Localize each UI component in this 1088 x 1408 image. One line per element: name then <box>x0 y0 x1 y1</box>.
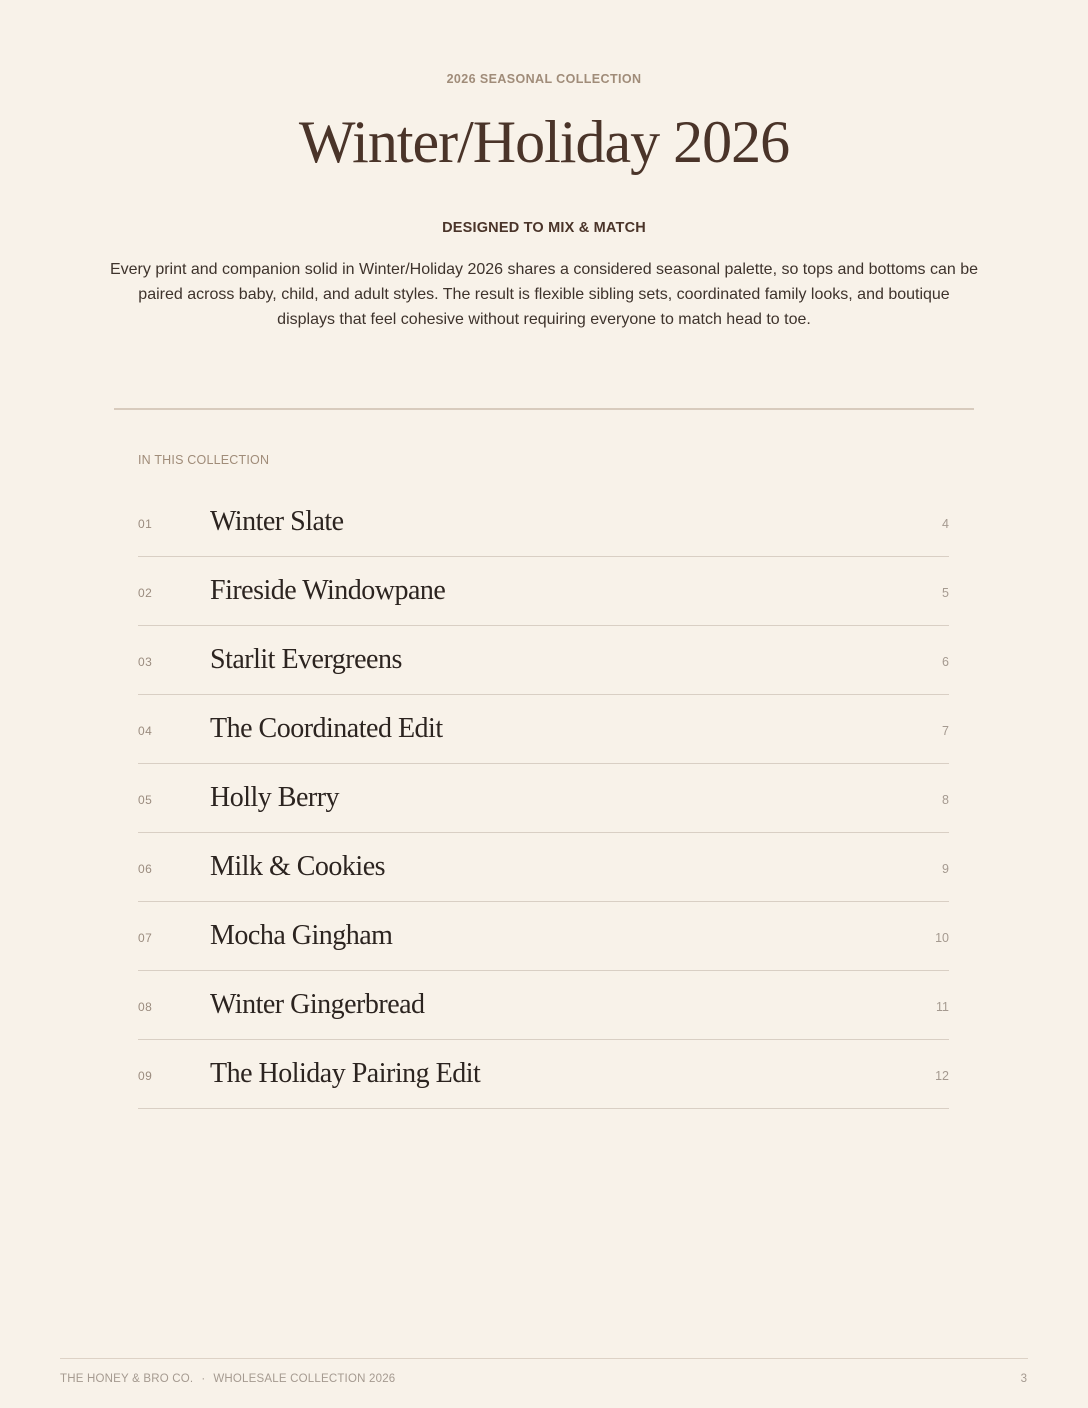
toc-item-page: 4 <box>942 517 949 531</box>
toc-item-holly-berry[interactable] <box>138 764 949 833</box>
footer-page-number: 3 <box>1020 1373 1027 1385</box>
toc-item-milk-and-cookies[interactable] <box>138 833 949 902</box>
toc-item-page: 12 <box>935 1069 949 1083</box>
toc-item-winter-gingerbread[interactable] <box>138 971 949 1040</box>
toc-item-title: Fireside Windowpane <box>210 575 446 606</box>
toc-item-title: Starlit Evergreens <box>210 644 402 675</box>
footer-collection: WHOLESALE COLLECTION 2026 <box>213 1373 396 1385</box>
table-of-contents <box>138 488 949 1109</box>
toc-item-title: The Coordinated Edit <box>210 713 443 744</box>
toc-item-the-holiday-pairing-edit[interactable] <box>138 1040 949 1109</box>
page-title: Winter/Holiday 2026 <box>298 109 790 175</box>
eyebrow-label: 2026 SEASONAL COLLECTION <box>446 72 642 86</box>
toc-item-title: Holly Berry <box>210 782 340 813</box>
toc-item-page: 5 <box>942 586 949 600</box>
toc-item-number: 06 <box>138 862 153 876</box>
toc-item-number: 01 <box>138 517 153 531</box>
toc-item-number: 07 <box>138 931 153 945</box>
divider-top <box>114 408 974 410</box>
toc-item-title: Mocha Gingham <box>210 920 393 951</box>
toc-item-title: Winter Slate <box>210 506 344 537</box>
toc-item-page: 10 <box>935 931 949 945</box>
toc-item-title: Winter Gingerbread <box>210 989 425 1020</box>
toc-item-title: The Holiday Pairing Edit <box>210 1058 481 1089</box>
toc-item-starlit-evergreens[interactable] <box>138 626 949 695</box>
toc-label: IN THIS COLLECTION <box>138 453 270 467</box>
toc-item-page: 8 <box>942 793 949 807</box>
footer-brand: THE HONEY & BRO CO. <box>60 1373 194 1385</box>
section-subhead: DESIGNED TO MIX & MATCH <box>442 220 646 236</box>
toc-item-number: 08 <box>138 1000 153 1014</box>
footer-left <box>60 1373 395 1385</box>
toc-item-title: Milk & Cookies <box>210 851 386 882</box>
toc-item-the-coordinated-edit[interactable] <box>138 695 949 764</box>
intro-paragraph: Every print and companion solid in Winter/Holiday 2026 shares a considered seasonal palette, so tops and bottoms can be paired across baby, child, and adult styles. The result is flexible sibling sets, coordinated family looks, and boutique displays that feel cohesive without requiring everyone to match head to toe. <box>109 261 979 328</box>
toc-item-winter-slate[interactable] <box>138 488 949 557</box>
toc-item-page: 6 <box>942 655 949 669</box>
toc-item-page: 7 <box>942 724 949 738</box>
toc-item-mocha-gingham[interactable] <box>138 902 949 971</box>
footer-divider <box>60 1358 1028 1359</box>
toc-item-number: 04 <box>138 724 153 738</box>
toc-item-fireside-windowpane[interactable] <box>138 557 949 626</box>
toc-item-number: 03 <box>138 655 153 669</box>
toc-item-page: 9 <box>942 862 949 876</box>
toc-item-page: 11 <box>936 1000 949 1014</box>
toc-item-number: 05 <box>138 793 153 807</box>
toc-item-number: 09 <box>138 1069 153 1083</box>
toc-item-number: 02 <box>138 586 153 600</box>
footer-separator: · <box>201 1373 206 1385</box>
